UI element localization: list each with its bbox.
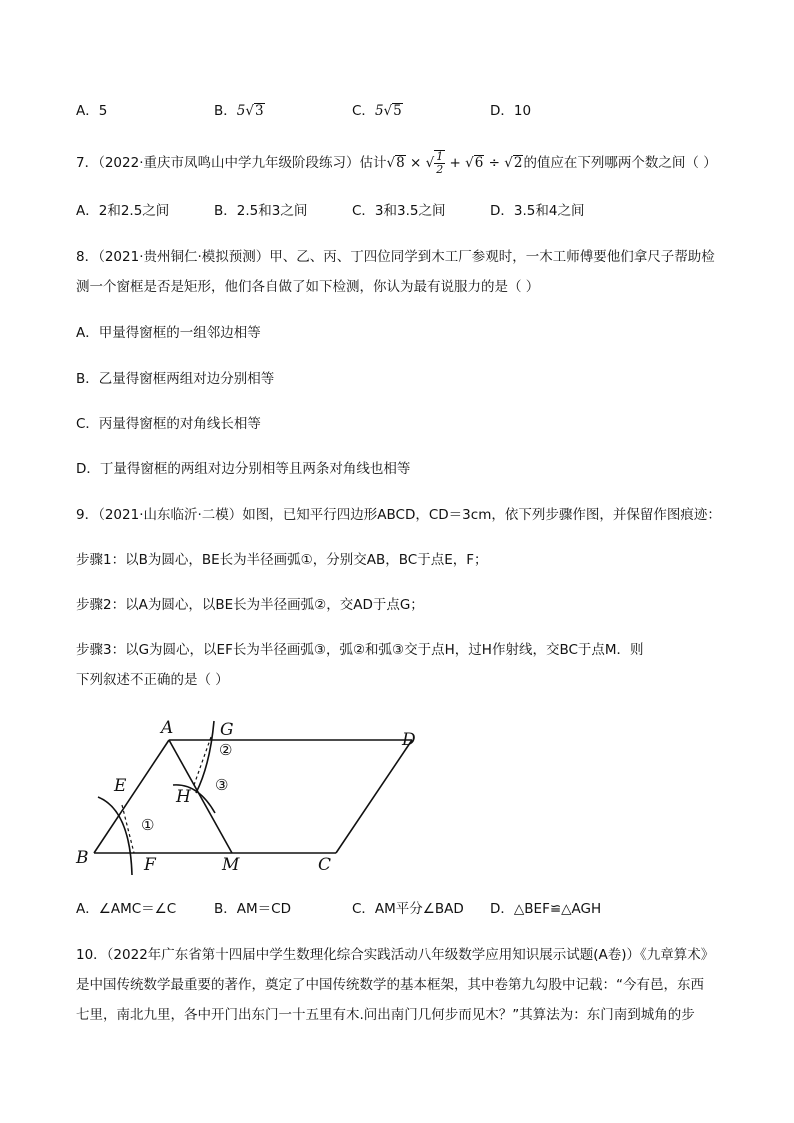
q8-option-c: C．丙量得窗框的对角线长相等 (76, 416, 261, 432)
q8-option-d: D．丁量得窗框的两组对边分别相等且两条对角线也相等 (76, 461, 411, 477)
label-arc-1: ① (141, 816, 155, 834)
q9-option-a: A．∠AMC＝∠C (76, 901, 177, 917)
label-f: F (144, 855, 156, 875)
q6-option-d: D．10 (490, 103, 532, 119)
q6-option-c: C．5√5 (352, 103, 402, 119)
q9-parallelogram-figure (70, 715, 430, 880)
q7-option-a: A．2和2.5之间 (76, 203, 170, 219)
label-b: B (76, 848, 89, 868)
label-c: C (318, 855, 332, 875)
label-g: G (220, 720, 234, 740)
q10-stem-line1: 10．（2022年广东省第十四届中学生数理化综合实践活动八年级数学应用知识展示试题(A卷)）《九章算术》 (76, 947, 715, 963)
q6-option-a: A．5 (76, 103, 108, 119)
label-a: A (161, 718, 174, 738)
q8-option-a: A．甲量得窗框的一组邻边相等 (76, 325, 261, 341)
q9-step2: 步骤2：以A为圆心，以BE长为半径画弧②，交AD于点G； (76, 597, 424, 613)
q9-stem: 9．（2021·山东临沂·二模）如图，已知平行四边形ABCD，CD＝3cm，依下列步骤作图，并保留作图痕迹： (76, 507, 721, 523)
q9-step3-cont: 下列叙述不正确的是（ ） (76, 672, 229, 688)
q9-option-b: B．AM＝CD (214, 901, 291, 917)
label-h: H (176, 787, 191, 807)
q8-stem-line2: 测一个窗框是否是矩形，他们各自做了如下检测，你认为最有说服力的是（ ） (76, 279, 540, 295)
q8-option-b: B．乙量得窗框两组对边分别相等 (76, 371, 275, 387)
q7-stem: 7．（2022·重庆市凤鸣山中学九年级阶段练习）估计√8 × √ $\frac{1}{2}$ + √6 ÷ √2的值应在下列哪两个数之间（ ） (76, 150, 717, 176)
arc-1 (98, 797, 132, 875)
label-e: E (114, 776, 127, 796)
q6-option-b: B．5√3 (214, 103, 264, 119)
label-arc-3: ③ (215, 776, 229, 794)
q9-option-d: D．△BEF≌△AGH (490, 901, 602, 917)
label-d: D (402, 730, 416, 750)
dashed-ef (122, 805, 134, 853)
q7-option-d: D．3.5和4之间 (490, 203, 585, 219)
q10-stem-line2: 是中国传统数学最重要的著作，奠定了中国传统数学的基本框架，其中卷第九勾股中记载：“今有邑，东西 (76, 977, 704, 993)
side-ab (94, 740, 169, 853)
side-dc (336, 740, 412, 853)
q10-stem-line3: 七里，南北九里，各中开门出东门一十五里有木.问出南门几何步而见木？”其算法为：东门南到城角的步 (76, 1007, 695, 1023)
q7-option-b: B．2.5和3之间 (214, 203, 308, 219)
q9-step3: 步骤3：以G为圆心，以EF长为半径画弧③，弧②和弧③交于点H，过H作射线，交BC于点M．则 (76, 642, 644, 658)
label-m: M (222, 855, 240, 875)
label-arc-2: ② (219, 741, 233, 759)
q8-stem-line1: 8．（2021·贵州铜仁·模拟预测）甲、乙、丙、丁四位同学到木工厂参观时，一木工师傅要他们拿尺子帮助检 (76, 249, 715, 265)
q9-step1: 步骤1：以B为圆心，BE长为半径画弧①，分别交AB，BC于点E，F； (76, 552, 488, 568)
q9-option-c: C．AM平分∠BAD (352, 901, 464, 917)
q7-option-c: C．3和3.5之间 (352, 203, 446, 219)
arc-2 (196, 721, 214, 793)
